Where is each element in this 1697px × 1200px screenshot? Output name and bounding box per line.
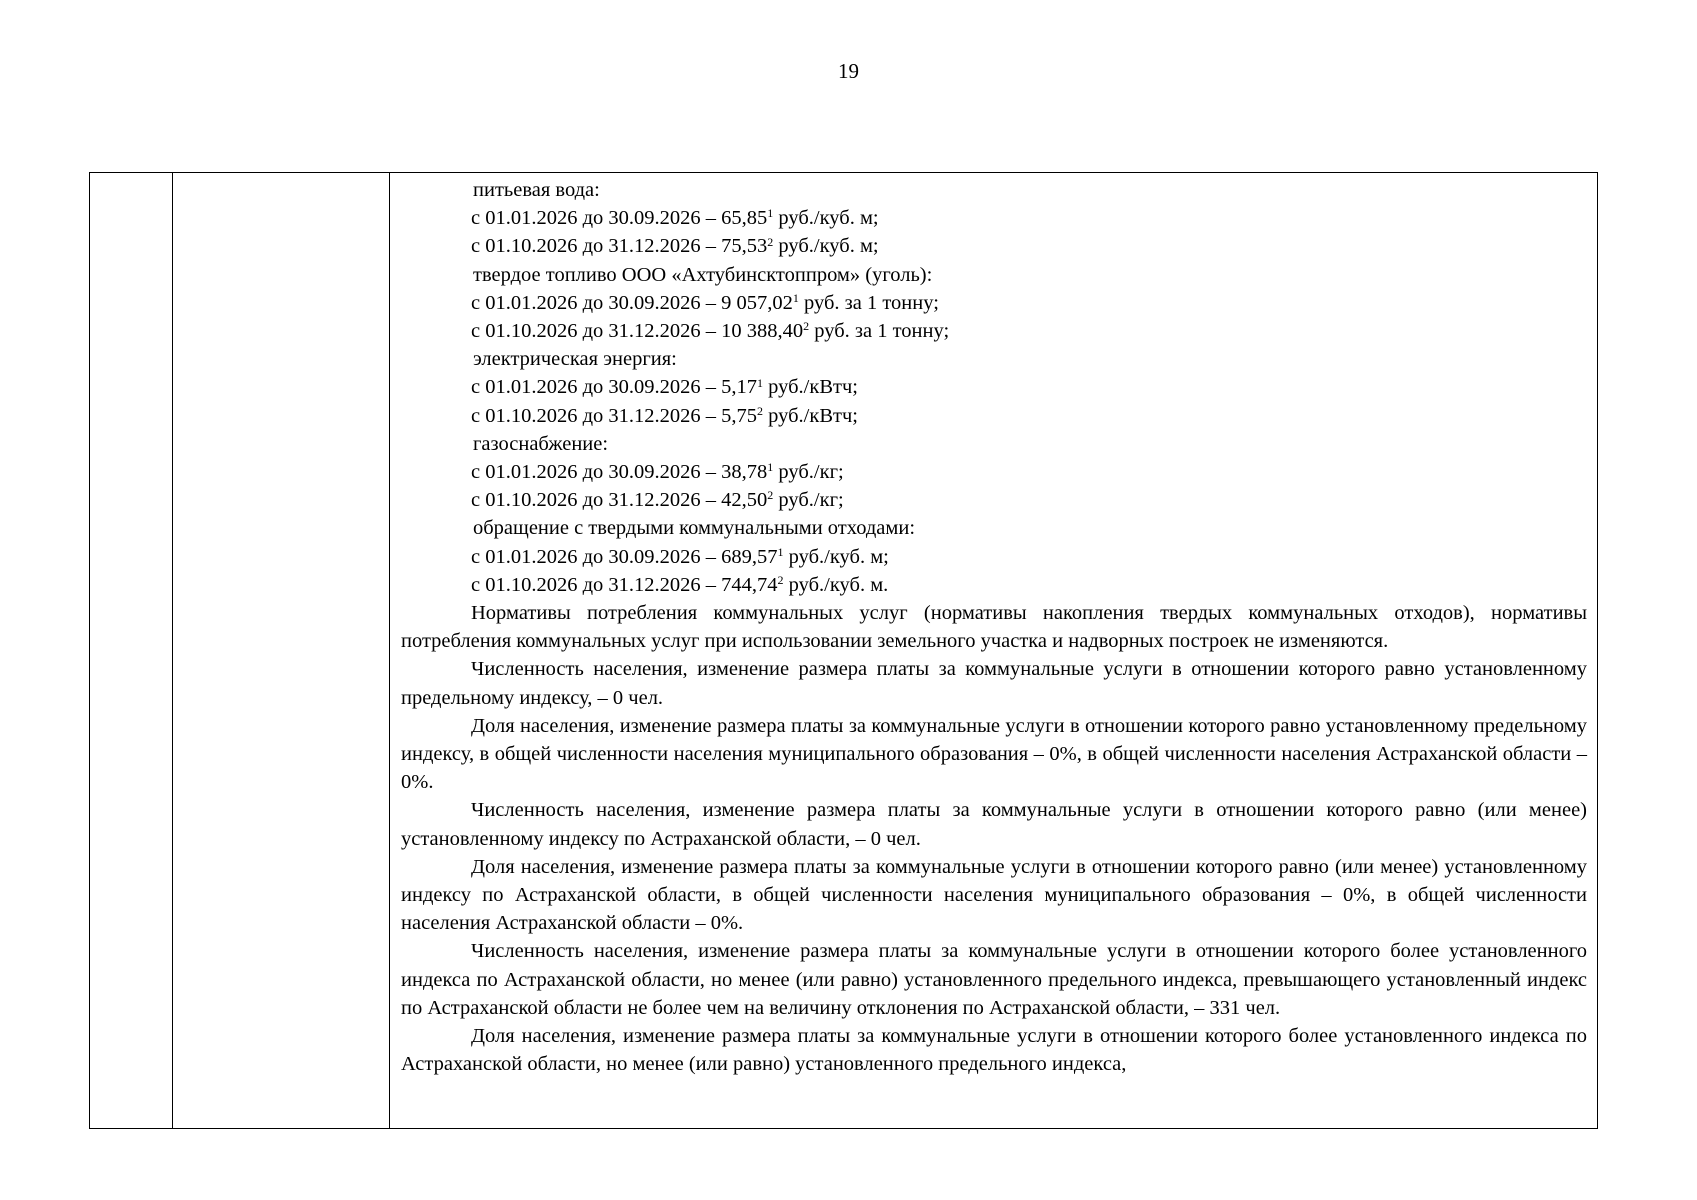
paragraph: Доля населения, изменение размера платы за коммунальные услуги в отношении которого равно установленному предельному индексу, в общей численности населения муниципального образования – 0%, в общей численности населения Астраханской области – 0%. (401, 714, 1587, 794)
tariff-text: с 01.01.2026 до 30.09.2026 – 689,57 (471, 545, 778, 568)
tariff-text: с 01.10.2026 до 31.12.2026 – 42,50 (471, 489, 768, 512)
tariff-text: с 01.10.2026 до 31.12.2026 – 75,53 (471, 235, 768, 258)
footnote-marker: 1 (767, 460, 774, 475)
paragraph: Нормативы потребления коммунальных услуг (нормативы накопления твердых коммунальных отходов), нормативы потребления коммунальных услуг при использовании земельного участка и надворных построек не изменяются. (401, 602, 1587, 653)
tariff-line (401, 289, 1587, 317)
tariff-text: с 01.10.2026 до 31.12.2026 – 10 388,40 (471, 320, 804, 343)
footnote-marker: 1 (767, 206, 774, 221)
tariff-line (401, 317, 1587, 345)
tariff-unit: руб./куб. м; (773, 207, 879, 230)
tariff-label: питьевая вода: (473, 179, 600, 201)
tariff-unit: руб. за 1 тонну; (798, 291, 939, 314)
tariff-text: с 01.10.2026 до 31.12.2026 – 744,74 (471, 573, 778, 596)
footnote-marker: 1 (777, 544, 784, 559)
paragraph: Численность населения, изменение размера платы за коммунальные услуги в отношении которого равно (или менее) установленному индексу по Астраханской области, – 0 чел. (401, 799, 1587, 850)
footnote-marker: 2 (803, 319, 810, 334)
paragraph: Численность населения, изменение размера платы за коммунальные услуги в отношении которого равно установленному предельному индексу, – 0 чел. (401, 658, 1587, 709)
tariff-line (401, 402, 1587, 430)
tariff-line (401, 458, 1587, 486)
tariff-list (401, 176, 1587, 599)
tariff-label: электрическая энергия: (473, 348, 677, 371)
page-number: 19 (838, 59, 859, 83)
column-divider (172, 173, 173, 1128)
table-cell-content (401, 176, 1587, 1079)
footnote-marker: 2 (757, 403, 764, 418)
tariff-text: с 01.01.2026 до 30.09.2026 – 38,78 (471, 461, 768, 484)
tariff-label: твердое топливо ООО «Ахтубинсктоппром» (уголь): (473, 263, 933, 286)
paragraph-list (401, 599, 1587, 1078)
tariff-unit: руб. за 1 тонну; (809, 320, 950, 343)
footnote-marker: 2 (767, 234, 774, 249)
tariff-unit: руб./кВтч; (763, 404, 858, 427)
tariff-text: с 01.01.2026 до 30.09.2026 – 5,17 (471, 376, 758, 399)
tariff-line (401, 571, 1587, 599)
tariff-unit: руб./куб. м. (783, 573, 889, 596)
document-table (89, 172, 1598, 1129)
paragraph: Доля населения, изменение размера платы за коммунальные услуги в отношении которого равно (или менее) установленному индексу по Астраханской области, в общей численности населения муниципального образования – 0%, в общей численности населения Астраханской области – 0%. (401, 855, 1587, 935)
tariff-unit: руб./кг; (773, 489, 844, 512)
tariff-line (401, 486, 1587, 514)
tariff-text: с 01.01.2026 до 30.09.2026 – 65,85 (471, 207, 768, 230)
tariff-line (401, 543, 1587, 571)
footnote-marker: 1 (757, 375, 764, 390)
tariff-text: с 01.10.2026 до 31.12.2026 – 5,75 (471, 404, 758, 427)
tariff-label: обращение с твердыми коммунальными отходами: (473, 517, 916, 540)
footnote-marker: 1 (792, 290, 799, 305)
footnote-marker: 2 (777, 573, 784, 588)
paragraph: Доля населения, изменение размера платы за коммунальные услуги в отношении которого более установленного индекса по Астраханской области, но менее (или равно) установленного предельного индекса, (401, 1025, 1587, 1076)
tariff-unit: руб./кг; (773, 461, 844, 484)
tariff-label: газоснабжение: (473, 432, 609, 455)
tariff-line (401, 232, 1587, 260)
footnote-marker: 2 (767, 488, 774, 503)
tariff-text: с 01.01.2026 до 30.09.2026 – 9 057,02 (471, 291, 793, 314)
tariff-unit: руб./куб. м; (773, 235, 879, 258)
tariff-unit: руб./кВтч; (763, 376, 858, 399)
tariff-line (401, 373, 1587, 401)
tariff-line (401, 204, 1587, 232)
paragraph: Численность населения, изменение размера платы за коммунальные услуги в отношении которого более установленного индекса по Астраханской области, но менее (или равно) установленного предельного индекса, превышающего установленный индекс по Астраханской области не более чем на величину отклонения по Астраханской области, – 331 чел. (401, 940, 1587, 1019)
column-divider (389, 173, 390, 1128)
tariff-unit: руб./куб. м; (783, 545, 889, 568)
